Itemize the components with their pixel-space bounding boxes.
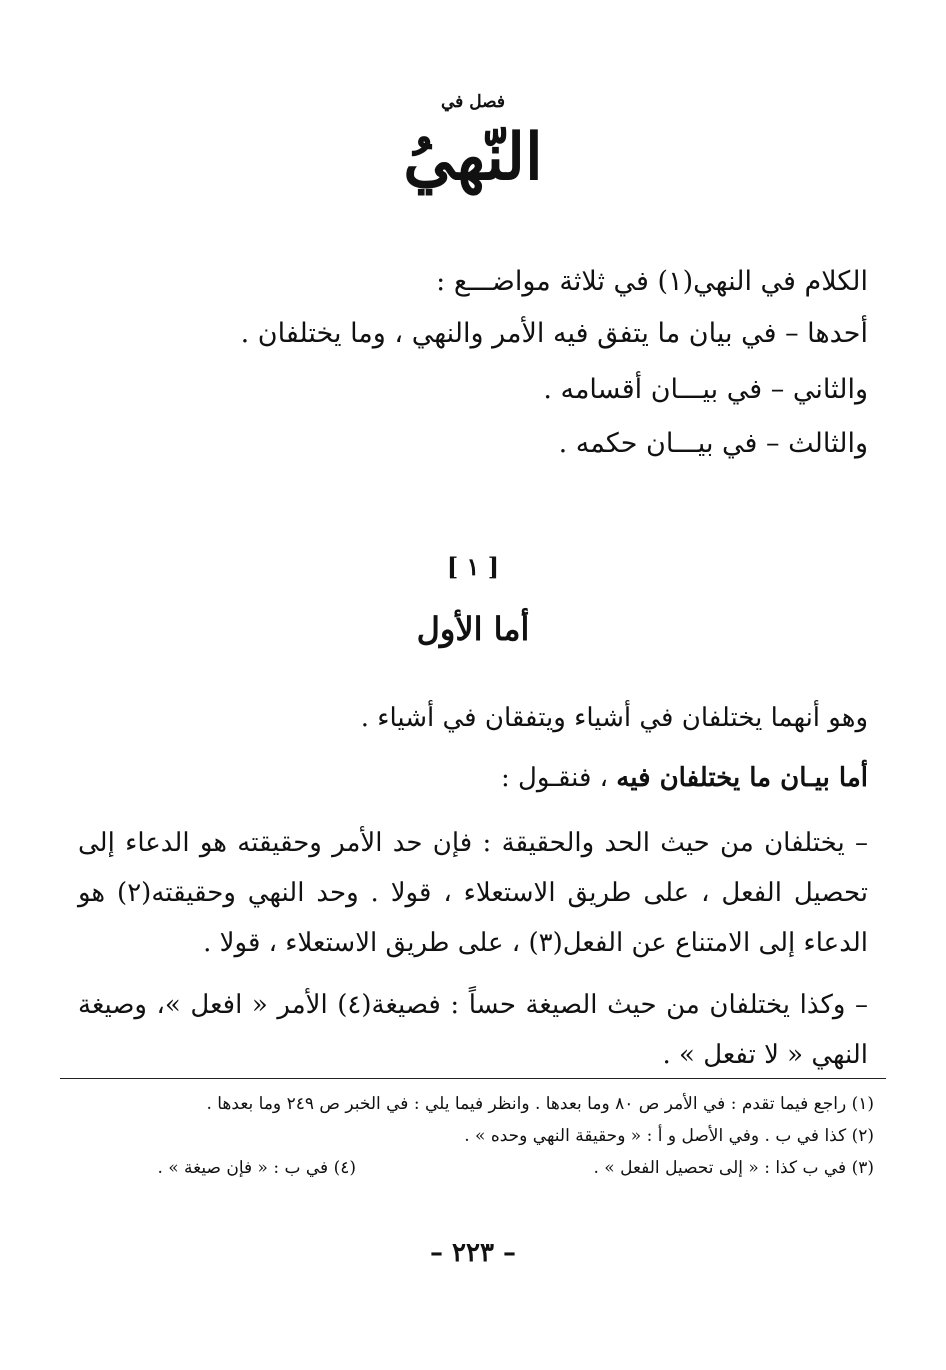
- footnote-2: (٢) كذا في ب . وفي الأصل و أ : « وحقيقة النهي وحده » .: [464, 1126, 874, 1146]
- chapter-kicker: فصل في: [441, 92, 505, 112]
- chapter-title: النّهيُ: [403, 120, 543, 195]
- intro-line-3: والثاني – في بيـــان أقسامه .: [543, 374, 868, 405]
- intro-line-4: والثالث – في بيـــان حكمه .: [558, 428, 868, 459]
- body-line-1: وهو أنهما يختلفان في أشياء ويتفقان في أشياء .: [360, 703, 868, 733]
- section-heading: أما الأول: [416, 610, 530, 648]
- paragraph-form: – وكذا يختلفان من حيث الصيغة حساً : فصيغة(٤) الأمر « افعل »، وصيغة النهي « لا تفعل » .: [78, 990, 869, 1070]
- body-line-2: [78, 758, 868, 798]
- intro-line-2: أحدها – في بيان ما يتفق فيه الأمر والنهي ، وما يختلفان .: [240, 318, 868, 349]
- page-number: – ٢٢٣ –: [429, 1238, 517, 1268]
- footnote-3: (٣) في ب كذا : « إلى تحصيل الفعل » .: [593, 1158, 874, 1178]
- section-number: [ ١ ]: [446, 552, 500, 581]
- intro-line-1: الكلام في النهي(١) في ثلاثة مواضـــع :: [436, 266, 868, 297]
- paragraph-definition: – يختلفان من حيث الحد والحقيقة : فإن حد الأمر وحقيقته هو الدعاء إلى تحصيل الفعل ، على طريق الاستعلاء ، قولا . وحد النهي وحقيقته(٢) هو الدعاء إلى الامتناع عن الفعل(٣) ، على طريق الاستعلاء ، قولا .: [78, 828, 868, 958]
- body-line-2-bold: أما بيـان ما يختلفان فيه: [616, 763, 868, 793]
- footnote-rule: [60, 1078, 886, 1079]
- footnote-1: (١) راجع فيما تقدم : في الأمر ص ٨٠ وما بعدها . وانظر فيما يلي : في الخبر ص ٢٤٩ وما بعدها .: [206, 1094, 874, 1114]
- body-line-2-rest: ، فنقـول :: [500, 763, 617, 793]
- footnote-4: (٤) في ب : « فإن صيغة » .: [157, 1158, 356, 1178]
